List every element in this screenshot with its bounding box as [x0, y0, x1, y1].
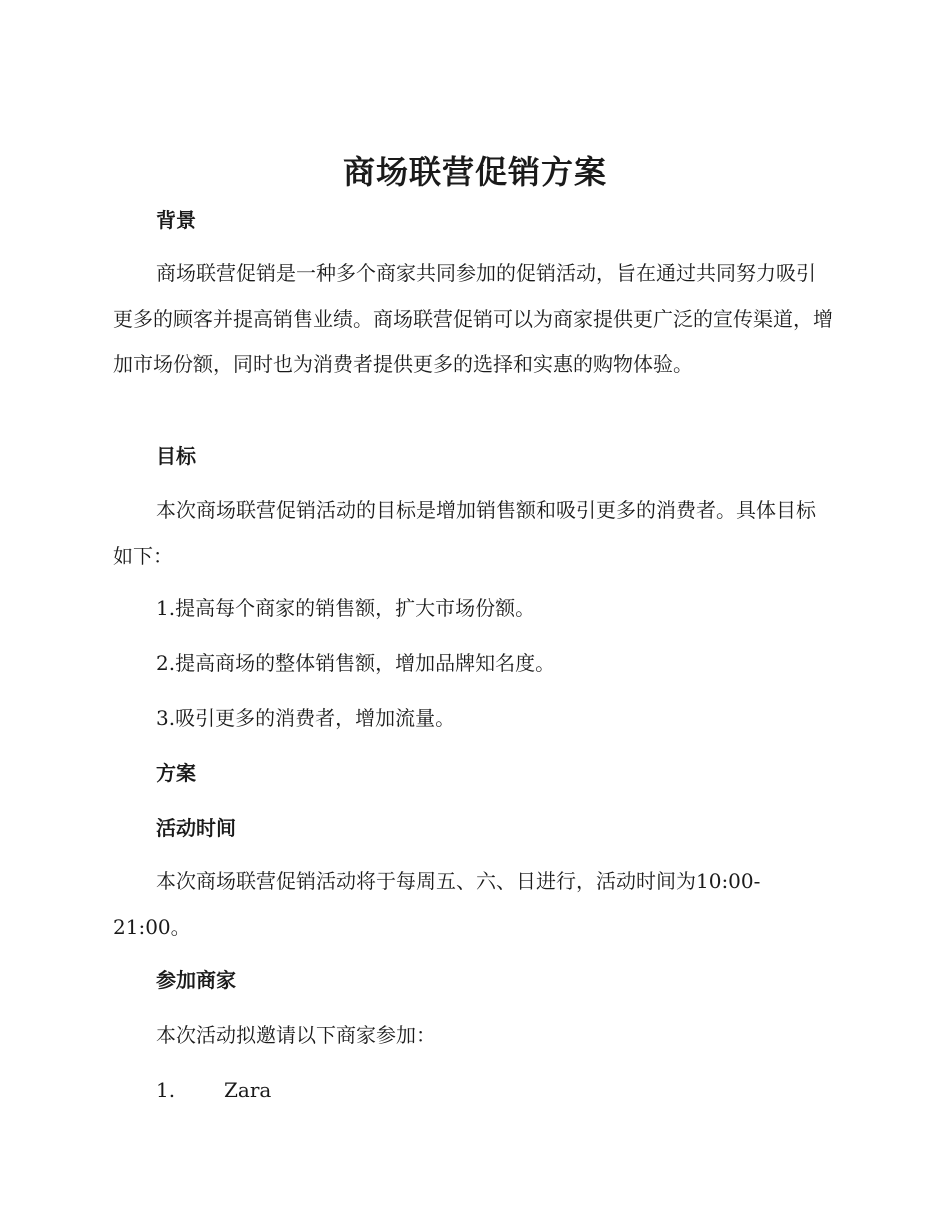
- section-heading-background: 背景: [156, 208, 196, 232]
- page-title: 商场联营促销方案: [342, 153, 607, 191]
- merchant-number: 1.: [156, 1078, 176, 1102]
- section-heading-merchants: 参加商家: [156, 968, 236, 992]
- merchants-intro: 本次活动拟邀请以下商家参加：: [156, 1023, 436, 1047]
- goal-item-1: 1.提高每个商家的销售额，扩大市场份额。: [156, 596, 536, 620]
- section-heading-time: 活动时间: [156, 816, 236, 840]
- goal-item-3: 3.吸引更多的消费者，增加流量。: [156, 706, 456, 730]
- merchant-name: Zara: [224, 1078, 272, 1102]
- section-heading-plan: 方案: [156, 761, 196, 785]
- goal-item-2: 2.提高商场的整体销售额，增加品牌知名度。: [156, 651, 556, 675]
- section-heading-goal: 目标: [156, 444, 196, 468]
- background-paragraph: 商场联营促销是一种多个商家共同参加的促销活动，旨在通过共同努力吸引更多的顾客并提高销售业绩。商场联营促销可以为商家提供更广泛的宣传渠道，增加市场份额，同时也为消费者提供更多的选择和实惠的购物体验。: [113, 261, 833, 376]
- goal-paragraph: 本次商场联营促销活动的目标是增加销售额和吸引更多的消费者。具体目标如下：: [113, 498, 816, 568]
- time-paragraph: 本次商场联营促销活动将于每周五、六、日进行，活动时间为10:00-21:00。: [113, 869, 761, 939]
